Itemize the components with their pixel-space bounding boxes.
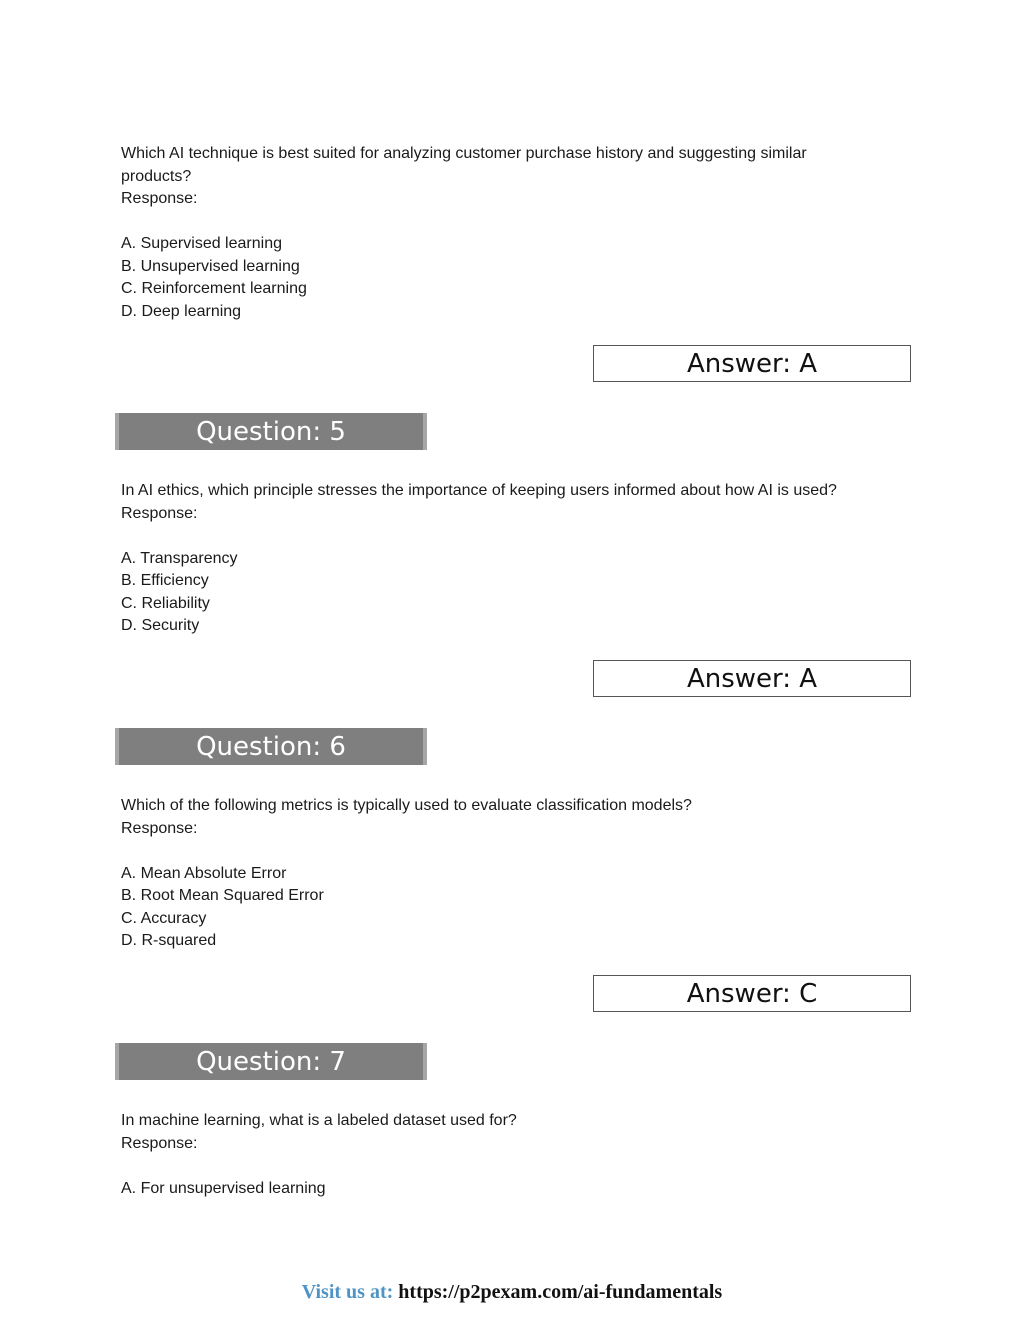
option-c: C. Reliability <box>121 594 210 612</box>
option-a: A. Transparency <box>121 549 238 567</box>
option-d: D. R-squared <box>121 932 217 949</box>
answer-box-q5: Answer: A <box>593 660 911 697</box>
option-b: B. Root Mean Squared Error <box>121 887 324 904</box>
answer-box-q6: Answer: C <box>593 975 911 1012</box>
question-5-header: Question: 5 <box>115 413 427 450</box>
response-label: Response: <box>121 1134 198 1152</box>
question-4-body <box>121 143 901 323</box>
option-a: A. For unsupervised learning <box>121 1179 326 1197</box>
question-text-line: products? <box>121 167 192 185</box>
question-7-header: Question: 7 <box>115 1043 427 1080</box>
question-6-header: Question: 6 <box>115 728 427 765</box>
footer-url-link[interactable]: https://p2pexam.com/ai-fundamentals <box>398 1281 723 1303</box>
response-label: Response: <box>121 504 198 522</box>
question-text-line: Which AI technique is best suited for analyzing customer purchase history and suggesting similar <box>121 145 807 162</box>
question-7-body <box>121 1110 901 1200</box>
question-6-body <box>121 795 901 953</box>
question-text-line: In machine learning, what is a labeled dataset used for? <box>121 1112 517 1129</box>
question-5-body <box>121 480 901 638</box>
question-text-line: In AI ethics, which principle stresses the importance of keeping users informed about how AI is used? <box>121 482 837 499</box>
option-d: D. Security <box>121 617 200 634</box>
answer-box-q4: Answer: A <box>593 345 911 382</box>
option-d: D. Deep learning <box>121 302 242 320</box>
footer-label: Visit us at: <box>301 1281 394 1303</box>
option-a: A. Supervised learning <box>121 235 282 252</box>
page-footer <box>0 1281 1024 1304</box>
option-b: B. Unsupervised learning <box>121 257 300 275</box>
response-label: Response: <box>121 190 198 207</box>
option-c: C. Accuracy <box>121 909 207 927</box>
option-b: B. Efficiency <box>121 572 209 589</box>
option-c: C. Reinforcement learning <box>121 280 307 297</box>
question-text-line: Which of the following metrics is typically used to evaluate classification models? <box>121 797 692 814</box>
option-a: A. Mean Absolute Error <box>121 864 287 882</box>
response-label: Response: <box>121 819 198 837</box>
